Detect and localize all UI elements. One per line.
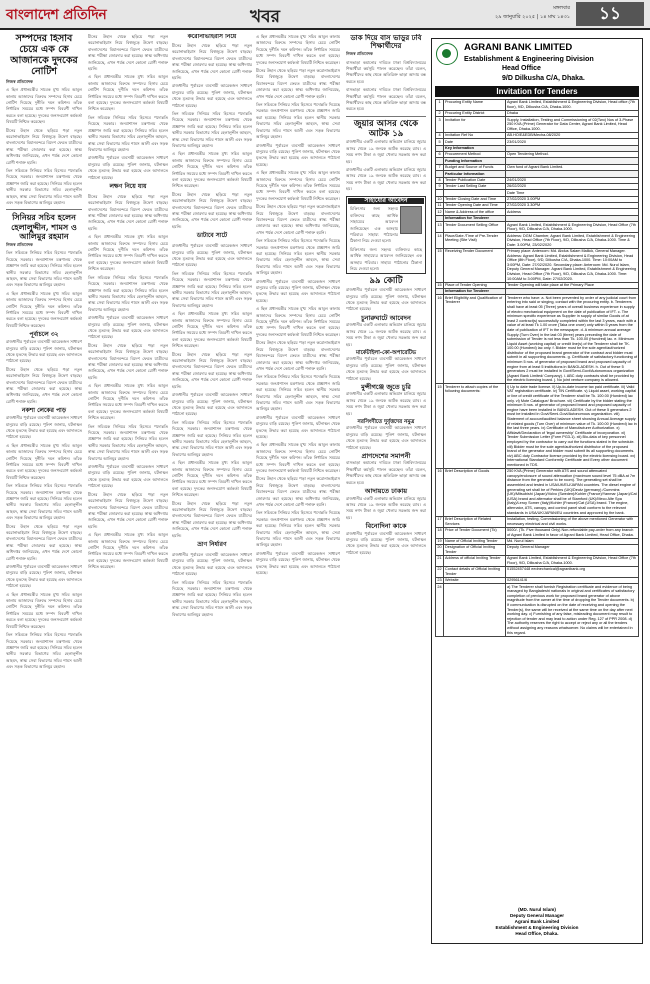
row-number: 6 — [436, 152, 444, 158]
table-row — [436, 516, 639, 527]
row-number: 12 — [437, 209, 442, 214]
article-body: এ ছিল প্রধানমন্ত্রীর সাবেক মুখ্য সচিব আবুল কালাম আজাদের বিরুদ্ধে সম্পদের হিসাব চেয়ে নোটিশ দিয়েছে দুর্নীতি দমন কমিশন। তাঁকে নির্ধারিত সময়ের মধ্যে সম্পদ বিবরণী দাখিল করতে বলা হয়েছে। দুদকের জনসংযোগ কর্মকর্তা বিষয়টি নিশ্চিত করেছেন। — [256, 442, 340, 473]
row-value: 26/02/2020 — [506, 183, 639, 189]
row-label: Information for Tenderer — [444, 289, 506, 295]
row-value: Md. Nurul Islam — [506, 538, 639, 544]
article-body: তিন সচিবকে সিনিয়র সচিব হিসেবে পদোন্নতি দিয়েছে সরকার। জনপ্রশাসন মন্ত্রণালয় থেকে প্রজ্ঞাপন জারি করা হয়েছে। সিনিয়র সচিব হলেন স্থানীয় সরকার বিভাগের সচিব হেলালুদ্দীন আহমদ, স্বাস্থ্য সেবা বিভাগের সচিব শামস আলী এবং সড়ক বিভাগের আলিমুর রহমান। — [6, 250, 82, 288]
article-body: রাজধানীর পূর্বাচলে ব্যবসায়ী আরেকজন সাধারণ মানুষের বাড়ি রয়েছে। পুলিশ জানায়, ঘটনাস্থল থেকে মৃতদেহ উদ্ধার করা হয়েছে এবং আদালতে পাঠানো হয়েছে। — [172, 551, 252, 577]
row-number: 1 — [436, 100, 444, 111]
row-number: 24 — [436, 584, 444, 636]
article-body: রাজধানীর পূর্বাচলে ব্যবসায়ী আরেকজন সাধারণ মানুষের বাড়ি রয়েছে। পুলিশ জানায়, ঘটনাস্থল থেকে মৃতদেহ উদ্ধার করা হয়েছে এবং আদালতে পাঠানো হয়েছে। — [172, 392, 252, 417]
row-value: Tender Opening will take place at the Primary Place — [506, 282, 639, 288]
masthead — [0, 0, 650, 30]
weekday: মঙ্গলবার — [553, 5, 570, 11]
article-body: এ ছিল প্রধানমন্ত্রীর সাবেক মুখ্য সচিব আবুল কালাম আজাদের বিরুদ্ধে সম্পদের হিসাব চেয়ে নোটিশ দিয়েছে দুর্নীতি দমন কমিশন। তাঁকে নির্ধারিত সময়ের মধ্যে সম্পদ বিবরণী দাখিল করতে বলা হয়েছে। দুদকের জনসংযোগ কর্মকর্তা বিষয়টি নিশ্চিত করেছেন। — [6, 591, 82, 629]
row-label: Procuring Entity District — [444, 110, 506, 116]
article-body: এ ছিল প্রধানমন্ত্রীর সাবেক মুখ্য সচিব আবুল কালাম আজাদের বিরুদ্ধে সম্পদের হিসাব চেয়ে নোটিশ দিয়েছে দুর্নীতি দমন কমিশন। তাঁকে নির্ধারিত সময়ের মধ্যে সম্পদ বিবরণী দাখিল করতে বলা হয়েছে। দুদকের জনসংযোগ কর্মকর্তা বিষয়টি নিশ্চিত করেছেন। — [6, 87, 82, 125]
row-label: Key Information — [444, 145, 506, 151]
article-headline: লক্ষণ নিয়ে যায় — [109, 182, 147, 190]
article-body: চীনের উহান থেকে ছড়িয়ে পড়া নতুন করোনাভাইরাস নিয়ে বিশ্বজুড়ে উদ্বেগ বাড়ছে। বাংলাদেশের বিমানবন্দরে বিদেশ ফেরত যাত্রীদের স্বাস্থ্য পরীক্ষা জোরদার করা হয়েছে। স্বাস্থ্য অধিদপ্তর জানিয়েছে, এখন পর্যন্ত দেশে কোনো রোগী শনাক্ত হয়নি। — [172, 42, 252, 80]
article-body: তিন সচিবকে সিনিয়র সচিব হিসেবে পদোন্নতি দিয়েছে সরকার। জনপ্রশাসন মন্ত্রণালয় থেকে প্রজ্ঞাপন জারি করা হয়েছে। সিনিয়র সচিব হলেন স্থানীয় সরকার বিভাগের সচিব হেলালুদ্দীন আহমদ, স্বাস্থ্য সেবা বিভাগের সচিব শামস আলী এবং সড়ক বিভাগের আলিমুর রহমান। — [88, 423, 168, 461]
row-value: 01552457448 eednechanical@agranibank.org — [506, 566, 639, 577]
bank-logo-icon — [436, 43, 458, 65]
article-headline: আদায়তে ঢাকায় — [364, 487, 408, 496]
article-body: চীনের উহান থেকে ছড়িয়ে পড়া নতুন করোনাভাইরাস নিয়ে বিশ্বজুড়ে উদ্বেগ বাড়ছে। বাংলাদেশের বিমানবন্দরে বিদেশ ফেরত যাত্রীদের স্বাস্থ্য পরীক্ষা জোরদার করা হয়েছে। স্বাস্থ্য অধিদপ্তর জানিয়েছে, এখন পর্যন্ত দেশে কোনো রোগী শনাক্ত হয়নি। — [88, 342, 168, 380]
table-row — [436, 468, 639, 516]
article-body: চীনের উহান থেকে ছড়িয়ে পড়া নতুন করোনাভাইরাস নিয়ে বিশ্বজুড়ে উদ্বেগ বাড়ছে। বাংলাদেশের বিমানবন্দরে বিদেশ ফেরত যাত্রীদের স্বাস্থ্য পরীক্ষা জোরদার করা হয়েছে। স্বাস্থ্য অধিদপ্তর জানিয়েছে, এখন পর্যন্ত দেশে কোনো রোগী শনাক্ত হয়নি। — [6, 366, 82, 404]
invitation-banner: Invitation for Tenders — [435, 86, 639, 97]
article-headline: প্রাণদেশের সমাপনী — [361, 451, 411, 460]
row-label: Place of Tender Opening — [444, 282, 506, 288]
row-value: Installation, testing, Commissioning of the above mentioned Generator with necessary electrical and civil works. — [506, 516, 639, 527]
row-label: Procurement Method — [444, 152, 506, 158]
row-label: Procuring Entity Name — [444, 100, 506, 111]
row-label: Tender Publication Date — [444, 177, 506, 183]
article-body: চীনের উহান থেকে ছড়িয়ে পড়া নতুন করোনাভাইরাস নিয়ে বিশ্বজুড়ে উদ্বেগ বাড়ছে। বাংলাদেশের বিমানবন্দরে বিদেশ ফেরত যাত্রীদের স্বাস্থ্য পরীক্ষা জোরদার করা হয়েছে। স্বাস্থ্য অধিদপ্তর জানিয়েছে, এখন পর্যন্ত দেশে কোনো রোগী শনাক্ত হয়নি। — [88, 34, 168, 72]
article-body: এ ছিল প্রধানমন্ত্রীর সাবেক মুখ্য সচিব আবুল কালাম আজাদের বিরুদ্ধে সম্পদের হিসাব চেয়ে নোটিশ দিয়েছে দুর্নীতি দমন কমিশন। তাঁকে নির্ধারিত সময়ের মধ্যে সম্পদ বিবরণী দাখিল করতে বলা হয়েছে। দুদকের জনসংযোগ কর্মকর্তা বিষয়টি নিশ্চিত করেছেন। — [88, 234, 168, 272]
department-name: Establishment & Engineering Division — [464, 54, 594, 63]
article-body: তিন সচিবকে সিনিয়র সচিব হিসেবে পদোন্নতি দিয়েছে সরকার। জনপ্রশাসন মন্ত্রণালয় থেকে প্রজ্ঞাপন জারি করা হয়েছে। সিনিয়র সচিব হলেন স্থানীয় সরকার বিভাগের সচিব হেলালুদ্দীন আহমদ, স্বাস্থ্য সেবা বিভাগের সচিব শামস আলী এবং সড়ক বিভাগের আলিমুর রহমান। — [172, 579, 252, 617]
office-address: 9/D Dilkusha C/A, Dhaka. — [502, 75, 585, 82]
row-label: Name & Address of the office — [444, 209, 506, 215]
article-body: রাজধানীর পূর্বাচলে ব্যবসায়ী আরেকজন সাধারণ মানুষের বাড়ি রয়েছে। পুলিশ জানায়, ঘটনাস্থল থেকে মৃতদেহ উদ্ধার করা হয়েছে এবং আদালতে পাঠানো হয়েছে। — [88, 155, 168, 180]
article-body: রাজধানীর পূর্বাচলে ব্যবসায়ী আরেকজন সাধারণ মানুষের বাড়ি রয়েছে। পুলিশ জানায়, ঘটনাস্থল থেকে মৃতদেহ উদ্ধার করা হয়েছে এবং আদালতে পাঠানো হয়েছে। — [256, 550, 340, 576]
row-value: 23/01/2020 — [506, 139, 639, 145]
article-body: রাজধানীর পূর্বাচলে ব্যবসায়ী আরেকজন সাধারণ মানুষের বাড়ি রয়েছে। পুলিশ জানায়, ঘটনাস্থল থেকে মৃতদেহ উদ্ধার করা হয়েছে এবং আদালতে পাঠানো হয়েছে। — [88, 464, 168, 489]
office-name: Head Office — [502, 65, 541, 72]
column-1 — [6, 34, 82, 974]
article-body: তিন সচিবকে সিনিয়র সচিব হিসেবে পদোন্নতি দিয়েছে সরকার। জনপ্রশাসন মন্ত্রণালয় থেকে প্রজ্ঞাপন জারি করা হয়েছে। সিনিয়র সচিব হলেন স্থানীয় সরকার বিভাগের সচিব হেলালুদ্দীন আহমদ, স্বাস্থ্য সেবা বিভাগের সচিব শামস আলী এবং সড়ক বিভাগের আলিমুর রহমান। — [256, 510, 340, 548]
row-label: Price of Tender Document (Tk) — [444, 527, 506, 538]
table-row — [436, 527, 639, 538]
row-value: Primary place: Anteroom: Md. Abdus Salam Mallick, General Manager. Address: Agrani Bank Limited, Establishment & Engineering Division, Head Office (8th Floor), 9/D, Dilkusha C/A, Dhaka-1000. Time: 10:00AM to 3:00PM, Date: 27/02/2020. Secondary place: Anteroom: Md. Nurul Islam, Deputy General Manager. Agrani Bank Limited, Establishment & Engineering Division, Head Office (7th Floor), 9/D, Dilkusha C/A, Dhaka-1000. Time: 10:00AM to 3:00PM, Date: 27/02/2020. — [506, 248, 639, 282]
row-value: Agrani Bank Limited, Establishment & Engineering Division, Head Office (7th Floor), 9/D, Dilkusha C/A, Dhaka-1000. — [506, 222, 639, 233]
row-value: Supply, Installation, Testing and Commissioning of 02(Two) Nos of 3-Phase 250 KVA (Prime) Generator for Data Center, Agrani Bank Limited, Head Office, Dhaka-1000. — [506, 117, 639, 133]
article-body: তিন সচিবকে সিনিয়র সচিব হিসেবে পদোন্নতি দিয়েছে সরকার। জনপ্রশাসন মন্ত্রণালয় থেকে প্রজ্ঞাপন জারি করা হয়েছে। সিনিয়র সচিব হলেন স্থানীয় সরকার বিভাগের সচিব হেলালুদ্দীন আহমদ, স্বাস্থ্য সেবা বিভাগের সচিব শামস আলী এবং সড়ক বিভাগের আলিমুর রহমান। — [6, 483, 82, 521]
row-label: Contact details of Official Inviting Tender — [444, 566, 506, 577]
row-number: 21 — [436, 555, 444, 566]
article-body: তিন সচিবকে সিনিয়র সচিব হিসেবে পদোন্নতি দিয়েছে সরকার। জনপ্রশাসন মন্ত্রণালয় থেকে প্রজ্ঞাপন জারি করা হয়েছে। সিনিয়র সচিব হলেন স্থানীয় সরকার বিভাগের সচিব হেলালুদ্দীন আহমদ, স্বাস্থ্য সেবা বিভাগের সচিব শামস আলী এবং সড়ক বিভাগের আলিমুর রহমান। — [6, 632, 82, 670]
table-row — [436, 584, 639, 636]
page-number: ১১ — [576, 2, 644, 26]
article-body: এ ছিল প্রধানমন্ত্রীর সাবেক মুখ্য সচিব আবুল কালাম আজাদের বিরুদ্ধে সম্পদের হিসাব চেয়ে নোটিশ দিয়েছে দুর্নীতি দমন কমিশন। তাঁকে নির্ধারিত সময়ের মধ্যে সম্পদ বিবরণী দাখিল করতে বলা হয়েছে। দুদকের জনসংযোগ কর্মকর্তা বিষয়টি নিশ্চিত করেছেন। — [6, 442, 82, 480]
signatory-name: (MD. Nurul Islam) — [518, 907, 556, 912]
article-body: চীনের উহান থেকে ছড়িয়ে পড়া নতুন করোনাভাইরাস নিয়ে বিশ্বজুড়ে উদ্বেগ বাড়ছে। বাংলাদেশের বিমানবন্দরে বিদেশ ফেরত যাত্রীদের স্বাস্থ্য পরীক্ষা জোরদার করা হয়েছে। স্বাস্থ্য অধিদপ্তর জানিয়েছে, এখন পর্যন্ত দেশে কোনো রোগী শনাক্ত হয়নি। — [256, 204, 340, 235]
article-body: রাজধানীর পূর্বাচলে ব্যবসায়ী আরেকজন সাধারণ মানুষের বাড়ি রয়েছে। পুলিশ জানায়, ঘটনাস্থল থেকে মৃতদেহ উদ্ধার করা হয়েছে এবং আদালতে পাঠানো হয়েছে। — [256, 278, 340, 303]
article-body: তিন সচিবকে সিনিয়র সচিব হিসেবে পদোন্নতি দিয়েছে সরকার। জনপ্রশাসন মন্ত্রণালয় থেকে প্রজ্ঞাপন জারি করা হয়েছে। সিনিয়র সচিব হলেন স্থানীয় সরকার বিভাগের সচিব হেলালুদ্দীন আহমদ, স্বাস্থ্য সেবা বিভাগের সচিব শামস আলী এবং সড়ক বিভাগের আলিমুর রহমান। — [172, 110, 252, 148]
article-body: তিন সচিবকে সিনিয়র সচিব হিসেবে পদোন্নতি দিয়েছে সরকার। জনপ্রশাসন মন্ত্রণালয় থেকে প্রজ্ঞাপন জারি করা হয়েছে। সিনিয়র সচিব হলেন স্থানীয় সরকার বিভাগের সচিব হেলালুদ্দীন আহমদ, স্বাস্থ্য সেবা বিভাগের সচিব শামস আলী এবং সড়ক বিভাগের আলিমুর রহমান। — [256, 238, 340, 276]
article-headline: সম্পদের হিসাব চেয়ে এক কে আজানকে দুদকের নোটিশ — [10, 34, 78, 77]
article-body: রাজধানীর পূর্বাচলে ব্যবসায়ী আরেকজন সাধারণ মানুষের বাড়ি রয়েছে। পুলিশ জানায়, ঘটনাস্থল থেকে মৃতদেহ উদ্ধার করা হয়েছে এবং আদালতে পাঠানো হয়েছে। — [6, 339, 82, 364]
article-body: রাজধানীর পূর্বাচলে ব্যবসায়ী আরেকজন সাধারণ মানুষের বাড়ি রয়েছে। পুলিশ জানায়, ঘটনাস্থল থেকে মৃতদেহ উদ্ধার করা হয়েছে এবং আদালতে পাঠানো হয়েছে। — [256, 142, 340, 167]
row-label: Website — [444, 577, 506, 583]
row-value: Dhaka — [506, 110, 639, 116]
row-number: 5 — [436, 139, 444, 145]
bank-name: AGRANI BANK LIMITED — [464, 42, 573, 53]
row-number: 3 — [436, 117, 444, 133]
article-headline: চুনারুঘাটে আবেদন — [361, 313, 411, 322]
article-byline: নিজস্ব প্রতিবেদক — [346, 51, 373, 57]
row-label: Name of Official Inviting Tender — [444, 538, 506, 544]
article-body: এ ছিল প্রধানমন্ত্রীর সাবেক মুখ্য সচিব আবুল কালাম আজাদের বিরুদ্ধে সম্পদের হিসাব চেয়ে নোটিশ দিয়েছে দুর্নীতি দমন কমিশন। তাঁকে নির্ধারিত সময়ের মধ্যে সম্পদ বিবরণী দাখিল করতে বলা হয়েছে। দুদকের জনসংযোগ কর্মকর্তা বিষয়টি নিশ্চিত করেছেন। — [256, 170, 340, 201]
article-byline: নিজস্ব প্রতিবেদক — [6, 78, 33, 84]
row-label: Place/Date /Time of Pre-Tender Meeting (Site Visit) — [444, 233, 506, 249]
newspaper-logo: বাংলাদেশ প্রতিদিন — [6, 7, 107, 23]
article-body: তিন সচিবকে সিনিয়র সচিব হিসেবে পদোন্নতি দিয়েছে সরকার। জনপ্রশাসন মন্ত্রণালয় থেকে প্রজ্ঞাপন জারি করা হয়েছে। সিনিয়র সচিব হলেন স্থানীয় সরকার বিভাগের সচিব হেলালুদ্দীন আহমদ, স্বাস্থ্য সেবা বিভাগের সচিব শামস আলী এবং সড়ক বিভাগের আলিমুর রহমান। — [172, 270, 252, 308]
article-body: চীনের উহান থেকে ছড়িয়ে পড়া নতুন করোনাভাইরাস নিয়ে বিশ্বজুড়ে উদ্বেগ বাড়ছে। বাংলাদেশের বিমানবন্দরে বিদেশ ফেরত যাত্রীদের স্বাস্থ্য পরীক্ষা জোরদার করা হয়েছে। স্বাস্থ্য অধিদপ্তর জানিয়েছে, এখন পর্যন্ত দেশে কোনো রোগী শনাক্ত হয়নি। — [88, 193, 168, 231]
table-row — [436, 117, 639, 133]
divider — [346, 116, 426, 117]
article-headline: ভ্রাণ নির্ধারণ — [197, 541, 227, 549]
article-byline: নিজস্ব প্রতিবেদক — [6, 241, 33, 247]
person-photo — [400, 206, 422, 234]
row-number: 15 — [437, 283, 442, 288]
row-label: Budget and Source of Funds — [444, 164, 506, 170]
row-number: 22 — [436, 566, 444, 577]
article-body: রাজধানীর পূর্বাচলে ব্যবসায়ী আরেকজন সাধারণ মানুষের বাড়ি রয়েছে। পুলিশ জানায়, ঘটনাস্থল থেকে মৃতদেহ উদ্ধার করা হয়েছে এবং আদালতে পাঠানো হয়েছে। — [256, 414, 340, 439]
row-value: Tenderer who have: a. Not been prevented by order of any judicial court from entering into said or singing, contact with the procuring entity. b. Tenderers shall have at least 05 (Three) years of overall business experience in supply of electro mechanical equipment on the date of publication of IFT. c. The minimum specific experience as Supplier in supply of similar Goods of at least 2 contract(s) successfully completed within the last 3 years, each with a value of at least Tk 1.00 crore (Taka one crore) only within 5 years from the date of publication of IFT in the newspaper. d. A minimum annual average Supply (Turn Over) in the last 03 (three) years preceding the date of submission of Tender is not less than Tk. 100.00 (Hundred) lac. e. Minimum Liquid Asset (working capital) or credit line(s) of the Tenderer shall be TK. 100.00 (Hundred) lac only. f. Bidder must be the sole agent/authorized distributor of the proposed brand generator of the contract and bidder must submit in all supporting documents. g. Certificate of satisfactory functioning of minimum 5 nos. of generator of proposed brand and proposed capacity of engine from at least 5 institutions in BANGLADESH. h. Out of these 5 generators 2 must be installed in Govt/Semi-Govt/Autonomous organization (Agrani Bank Limited/ Company). i. ABC duty contracts shall be provided by the electric licensing board. j. No joint venture company is allowed. — [507, 295, 638, 383]
article-body: রাজধানীর একটি এলাকায় অভিযান চালিয়ে জুয়ার আসর থেকে ১৯ জনকে আটক করেছে র‍্যাব। এ সময় নগদ টাকা ও জুয়া খেলার সরঞ্জাম জব্দ করা হয়। — [346, 139, 426, 164]
row-number: 2 — [436, 110, 444, 116]
row-label — [444, 584, 506, 636]
section-title: খবর — [250, 7, 280, 27]
row-label: Tender Last Selling Date — [444, 183, 506, 189]
article-body: চীনের উহান থেকে ছড়িয়ে পড়া নতুন করোনাভাইরাস নিয়ে বিশ্বজুড়ে উদ্বেগ বাড়ছে। বাংলাদেশের বিমানবন্দরে বিদেশ ফেরত যাত্রীদের স্বাস্থ্য পরীক্ষা জোরদার করা হয়েছে। স্বাস্থ্য অধিদপ্তর জানিয়েছে, এখন পর্যন্ত দেশে কোনো রোগী শনাক্ত হয়নি। — [172, 191, 252, 229]
signatory-address: Head Office, Dhaka. — [515, 931, 559, 936]
row-value: Agrani Bank Limited, Establishment & Engineering Division, Head office (7th floor), 9/D, Dilkusha C/A, Dhaka-1000. — [506, 100, 639, 111]
article-body: বাসভাড়া কমানোর দাবিতে ঢাকা বিশ্ববিদ্যালয়ের শিক্ষার্থীরা কর্মসূচি পালন করেছেন। তাঁরা বলেন, শিক্ষার্থীদের কাছ থেকে অতিরিক্ত ভাড়া আদায় বন্ধ করতে হবে। — [346, 87, 426, 112]
table-row — [436, 566, 639, 577]
dateline — [495, 4, 570, 22]
article-body: চীনের উহান থেকে ছড়িয়ে পড়া নতুন করোনাভাইরাস নিয়ে বিশ্বজুড়ে উদ্বেগ বাড়ছে। বাংলাদেশের বিমানবন্দরে বিদেশ ফেরত যাত্রীদের স্বাস্থ্য পরীক্ষা জোরদার করা হয়েছে। স্বাস্থ্য অধিদপ্তর জানিয়েছে, এখন পর্যন্ত দেশে কোনো রোগী শনাক্ত হয়নি। — [88, 491, 168, 529]
article-headline: মুন্সীগঞ্জে জুতে চুরি — [361, 382, 411, 391]
article-headline: মার্কেটাইলা-কো-অপারেটিভ — [355, 349, 417, 356]
row-label: Invitation Ref No — [444, 132, 506, 138]
row-label: Brief Eligibility and Qualification of Tenderer — [444, 295, 506, 384]
signatory-org: Agrani Bank Limited — [514, 919, 560, 924]
article-body: এ ছিল প্রধানমন্ত্রীর সাবেক মুখ্য সচিব আবুল কালাম আজাদের বিরুদ্ধে সম্পদের হিসাব চেয়ে নোটিশ দিয়েছে দুর্নীতি দমন কমিশন। তাঁকে নির্ধারিত সময়ের মধ্যে সম্পদ বিবরণী দাখিল করতে বলা হয়েছে। দুদকের জনসংযোগ কর্মকর্তা বিষয়টি নিশ্চিত করেছেন। — [88, 74, 168, 112]
article-body: রাজধানীর পূর্বাচলে ব্যবসায়ী আরেকজন সাধারণ মানুষের বাড়ি রয়েছে। পুলিশ জানায়, ঘটনাস্থল থেকে মৃতদেহ উদ্ধার করা হয়েছে এবং আদালতে পাঠানো হয়েছে। — [88, 315, 168, 340]
article-headline: ডাটাবে সাটে — [196, 232, 228, 240]
tender-notice — [431, 38, 643, 944]
row-value: 27/02/2020 3.30PM — [506, 203, 639, 209]
table-row — [436, 555, 639, 566]
appeal-text: চিকিৎসার জন্য সহৃদয় ব্যক্তিদের কাছে আর্থিক সাহায্যের আবেদন জানিয়েছেন এক অসহায় পরিবার। সাহায্য পাঠানোর ঠিকানা নিচে দেওয়া হলো। — [350, 206, 398, 244]
column-5 — [346, 34, 426, 974]
row-number: 16 — [436, 468, 444, 516]
row-number: 11 — [436, 203, 444, 209]
row-value: AB.HO/E&EDB/Mecha-08/2020 — [506, 132, 639, 138]
row-value: Deputy General Manager — [506, 544, 639, 555]
row-value: Own fund of Agrani Bank Limited. — [506, 164, 639, 170]
article-body: তিন সচিবকে সিনিয়র সচিব হিসেবে পদোন্নতি দিয়েছে সরকার। জনপ্রশাসন মন্ত্রণালয় থেকে প্রজ্ঞাপন জারি করা হয়েছে। সিনিয়র সচিব হলেন স্থানীয় সরকার বিভাগের সচিব হেলালুদ্দীন আহমদ, স্বাস্থ্য সেবা বিভাগের সচিব শামস আলী এবং সড়ক বিভাগের আলিমুর রহমান। — [256, 102, 340, 140]
row-value: Address: DGM Chamber, Agrani Bank Limited, Establishment & Engineering Division, Head Office (7th Floor), 9/D, Dilkusha C/A, Dhaka-1000. Time & Date: 3.00PM, 23/02/2020 — [506, 233, 639, 249]
article-body: চীনের উহান থেকে ছড়িয়ে পড়া নতুন করোনাভাইরাস নিয়ে বিশ্বজুড়ে উদ্বেগ বাড়ছে। বাংলাদেশের বিমানবন্দরে বিদেশ ফেরত যাত্রীদের স্বাস্থ্য পরীক্ষা জোরদার করা হয়েছে। স্বাস্থ্য অধিদপ্তর জানিয়েছে, এখন পর্যন্ত দেশে কোনো রোগী শনাক্ত হয়নি। — [256, 340, 340, 371]
article-body: রাজধানীর পূর্বাচলে ব্যবসায়ী আরেকজন সাধারণ মানুষের বাড়ি রয়েছে। পুলিশ জানায়, ঘটনাস্থল থেকে মৃতদেহ উদ্ধার করা হয়েছে এবং আদালতে পাঠানো হয়েছে। — [346, 356, 426, 381]
row-number: 16 — [436, 295, 444, 384]
article-headline: ডাক দিয়ে বাস ভাড়ুর ঢবি শিক্ষার্থীদের — [350, 34, 422, 51]
article-body: রাজধানীর পূর্বাচলে ব্যবসায়ী আরেকজন সাধারণ মানুষের বাড়ি রয়েছে। পুলিশ জানায়, ঘটনাস্থল থেকে মৃতদেহ উদ্ধার করা হয়েছে এবং আদালতে পাঠানো হয়েছে। — [172, 83, 252, 108]
article-body: তিন সচিবকে সিনিয়র সচিব হিসেবে পদোন্নতি দিয়েছে সরকার। জনপ্রশাসন মন্ত্রণালয় থেকে প্রজ্ঞাপন জারি করা হয়েছে। সিনিয়র সচিব হলেন স্থানীয় সরকার বিভাগের সচিব হেলালুদ্দীন আহমদ, স্বাস্থ্য সেবা বিভাগের সচিব শামস আলী এবং সড়ক বিভাগের আলিমুর রহমান। — [172, 419, 252, 457]
article-body: তিন সচিবকে সিনিয়র সচিব হিসেবে পদোন্নতি দিয়েছে সরকার। জনপ্রশাসন মন্ত্রণালয় থেকে প্রজ্ঞাপন জারি করা হয়েছে। সিনিয়র সচিব হলেন স্থানীয় সরকার বিভাগের সচিব হেলালুদ্দীন আহমদ, স্বাস্থ্য সেবা বিভাগের সচিব শামস আলী এবং সড়ক বিভাগের আলিমুর রহমান। — [88, 274, 168, 312]
article-headline: জুয়ার আসর থেকে আটক ১৯ — [353, 118, 419, 139]
row-label: Tender Closing Date and Time — [444, 196, 506, 202]
article-body: তিন সচিবকে সিনিয়র সচিব হিসেবে পদোন্নতি দিয়েছে সরকার। জনপ্রশাসন মন্ত্রণালয় থেকে প্রজ্ঞাপন জারি করা হয়েছে। সিনিয়র সচিব হলেন স্থানীয় সরকার বিভাগের সচিব হেলালুদ্দীন আহমদ, স্বাস্থ্য সেবা বিভাগের সচিব শামস আলী এবং সড়ক বিভাগের আলিমুর রহমান। — [256, 374, 340, 412]
table-row — [436, 222, 639, 233]
table-row — [436, 233, 639, 249]
row-label: Date — [444, 139, 506, 145]
row-value: 24/01/2020 — [506, 177, 639, 183]
row-number: 14 — [436, 233, 444, 249]
signatory-title: Deputy General Manager — [509, 913, 565, 918]
row-label: Particular Information — [444, 171, 506, 177]
article-body: চীনের উহান থেকে ছড়িয়ে পড়া নতুন করোনাভাইরাস নিয়ে বিশ্বজুড়ে উদ্বেগ বাড়ছে। বাংলাদেশের বিমানবন্দরে বিদেশ ফেরত যাত্রীদের স্বাস্থ্য পরীক্ষা জোরদার করা হয়েছে। স্বাস্থ্য অধিদপ্তর জানিয়েছে, এখন পর্যন্ত দেশে কোনো রোগী শনাক্ত হয়নি। — [172, 351, 252, 389]
article-body: রাজধানীর পূর্বাচলে ব্যবসায়ী আরেকজন সাধারণ মানুষের বাড়ি রয়েছে। পুলিশ জানায়, ঘটনাস্থল থেকে মৃতদেহ উদ্ধার করা হয়েছে এবং আদালতে পাঠানো হয়েছে। — [346, 425, 426, 450]
row-value: a) The Tenderer shall furnish Registration certificate and evidence of being managed by Bangladeshi nationals in original and certificates of satisfactory completion of previous work for proposed brand generator of above magnitude from the owner at the time of dropping the Tender documents. b) If communication is disrupted on the date of receiving and opening the Tender(s), the same will be received at the same time on the day after next working day. c) Furnishing of any false, misleading document may result to rejection of tender and may lead to action under Reg. 127 of PPR 2008. d) The authority reserves the right to accept or reject any or all the tenders without assigning any reasons whatsoever. No claims will be entertained in this regard. — [506, 584, 639, 636]
article-headline: পূর্বাচলে ৩২ — [29, 331, 59, 339]
article-body: এ ছিল প্রধানমন্ত্রীর সাবেক মুখ্য সচিব আবুল কালাম আজাদের বিরুদ্ধে সম্পদের হিসাব চেয়ে নোটিশ দিয়েছে দুর্নীতি দমন কমিশন। তাঁকে নির্ধারিত সময়ের মধ্যে সম্পদ বিবরণী দাখিল করতে বলা হয়েছে। দুদকের জনসংযোগ কর্মকর্তা বিষয়টি নিশ্চিত করেছেন। — [172, 151, 252, 189]
row-number: 19 — [437, 538, 442, 543]
row-number: 18 — [436, 527, 444, 538]
article-body: তিন সচিবকে সিনিয়র সচিব হিসেবে পদোন্নতি দিয়েছে সরকার। জনপ্রশাসন মন্ত্রণালয় থেকে প্রজ্ঞাপন জারি করা হয়েছে। সিনিয়র সচিব হলেন স্থানীয় সরকার বিভাগের সচিব হেলালুদ্দীন আহমদ, স্বাস্থ্য সেবা বিভাগের সচিব শামস আলী এবং সড়ক বিভাগের আলিমুর রহমান। — [6, 167, 82, 205]
appeal-title: সাহায্যের আবেদন — [348, 198, 424, 205]
article-body: রাজধানীর একটি এলাকায় অভিযান চালিয়ে জুয়ার আসর থেকে ১৯ জনকে আটক করেছে র‍্যাব। এ সময় নগদ টাকা ও জুয়া খেলার সরঞ্জাম জব্দ করা হয়। — [346, 391, 426, 416]
row-label: Brief Description of Goods — [444, 468, 506, 516]
row-number: 10 — [437, 197, 442, 202]
date: ২৯ জানুয়ারি ২০২৫ | ১৪ মাঘ ১৪৩১ — [495, 14, 570, 20]
article-body: রাজধানীর একটি এলাকায় অভিযান চালিয়ে জুয়ার আসর থেকে ১৯ জনকে আটক করেছে র‍্যাব। এ সময় নগদ টাকা ও জুয়া খেলার সরঞ্জাম জব্দ করা হয়। — [346, 166, 426, 192]
table-row — [436, 100, 639, 111]
article-headline: ৯৯ কোটি — [369, 276, 403, 287]
table-row — [436, 295, 639, 384]
row-value: i) Up to date trade license. ii) Up-to-date income tax paid certificate. iii) Valid VAT registration certificate. iv) TIN Certificate. v) Liquid asset, working capital or line of credit certificate of the Tenderer shall be Tk. 100.00 (Hundred) lac only. vi) Mote Catalogue/ Brochure. vii) Certificate by the bidder stating the minimum 5 nos. of generator of proposed brand and proposed capacity of engine have been installed in BANGLADESH. Out of these 5 generators 2 must be installed in Govt/Semi-Govt/Autonomous organization. viii) Statement of account/audited balance sheet showing Annual Average supply of related goods (Turn Over) of minimum value of Tk. 100.00 (Hundred) lac in the last three years. ix) Certificate of Manufacturer Authorization. x) Affidavit/Declaration of 'legal ownership' Certificate of incorporation. xi) Tender Submission Letter (Form PG3-1). xii) Bio-data of key personnel employed by the contractor to carry out the functions stated in the schedule. xiii) Bidder must be the sole agent/authorized distributor of the proposed brand of the generator and bidder must submit its all supporting documents. xiv) ABC duty Contractor license provided by the electric licensing board. xv) International Standard Conformity Certificate and Every other document mentioned in TDS. — [507, 384, 637, 467]
article-body: এ ছিল প্রধানমন্ত্রীর সাবেক মুখ্য সচিব আবুল কালাম আজাদের বিরুদ্ধে সম্পদের হিসাব চেয়ে নোটিশ দিয়েছে দুর্নীতি দমন কমিশন। তাঁকে নির্ধারিত সময়ের মধ্যে সম্পদ বিবরণী দাখিল করতে বলা হয়েছে। দুদকের জনসংযোগ কর্মকর্তা বিষয়টি নিশ্চিত করেছেন। — [88, 532, 168, 570]
article-body: চীনের উহান থেকে ছড়িয়ে পড়া নতুন করোনাভাইরাস নিয়ে বিশ্বজুড়ে উদ্বেগ বাড়ছে। বাংলাদেশের বিমানবন্দরে বিদেশ ফেরত যাত্রীদের স্বাস্থ্য পরীক্ষা জোরদার করা হয়েছে। স্বাস্থ্য অধিদপ্তর জানিয়েছে, এখন পর্যন্ত দেশে কোনো রোগী শনাক্ত হয়নি। — [256, 68, 340, 99]
article-body: এ ছিল প্রধানমন্ত্রীর সাবেক মুখ্য সচিব আবুল কালাম আজাদের বিরুদ্ধে সম্পদের হিসাব চেয়ে নোটিশ দিয়েছে দুর্নীতি দমন কমিশন। তাঁকে নির্ধারিত সময়ের মধ্যে সম্পদ বিবরণী দাখিল করতে বলা হয়েছে। দুদকের জনসংযোগ কর্মকর্তা বিষয়টি নিশ্চিত করেছেন। — [88, 383, 168, 421]
row-value: 5000/- (Tk. Five thousand Only) Non-refundable pay-order from any branch of Agrani Bank Limited in favor of Agrani Bank Limited, Head Office, Dhaka. — [506, 527, 639, 538]
column-2 — [88, 34, 168, 974]
article-body: বাসভাড়া কমানোর দাবিতে ঢাকা বিশ্ববিদ্যালয়ের শিক্ষার্থীরা কর্মসূচি পালন করেছেন। তাঁরা বলেন, শিক্ষার্থীদের কাছ থেকে অতিরিক্ত ভাড়া আদায় বন্ধ করতে হবে। — [346, 59, 426, 84]
appeal-box — [346, 196, 426, 275]
article-body: বাসভাড়া কমানোর দাবিতে ঢাকা বিশ্ববিদ্যালয়ের শিক্ষার্থীরা কর্মসূচি পালন করেছেন। তাঁরা বলেন, শিক্ষার্থীদের কাছ থেকে অতিরিক্ত ভাড়া আদায় বন্ধ করতে হবে। — [346, 460, 426, 485]
column-3 — [172, 34, 252, 974]
row-value: Agrani Bank Limited, Establishment & Engineering Division, Head Office (7th Floor), 9/D, Dilkusha C/A, Dhaka-1000. — [506, 555, 639, 566]
row-label: Receiving Tender Document — [444, 248, 506, 282]
table-row — [436, 384, 639, 468]
row-value: Open Tendering Method. — [506, 152, 639, 158]
article-body: এ ছিল প্রধানমন্ত্রীর সাবেক মুখ্য সচিব আবুল কালাম আজাদের বিরুদ্ধে সম্পদের হিসাব চেয়ে নোটিশ দিয়েছে দুর্নীতি দমন কমিশন। তাঁকে নির্ধারিত সময়ের মধ্যে সম্পদ বিবরণী দাখিল করতে বলা হয়েছে। দুদকের জনসংযোগ কর্মকর্তা বিষয়টি নিশ্চিত করেছেন। — [256, 34, 340, 65]
column-4 — [256, 34, 340, 974]
article-headline: নরসিংদীতে দুর্বৃত্তদের নমুত্র — [357, 419, 415, 425]
signatory-division: Establishment & Engineering Division — [495, 925, 579, 930]
row-number: 15 — [436, 248, 444, 282]
row-label: Funding Information — [444, 158, 506, 164]
row-number: 9 — [436, 183, 444, 189]
article-body: রাজধানীর পূর্বাচলে ব্যবসায়ী আরেকজন সাধারণ মানুষের বাড়ি রয়েছে। পুলিশ জানায়, ঘটনাস্থল থেকে মৃতদেহ উদ্ধার করা হয়েছে এবং আদালতে পাঠানো হয়েছে। — [6, 564, 82, 589]
article-body: তিন সচিবকে সিনিয়র সচিব হিসেবে পদোন্নতি দিয়েছে সরকার। জনপ্রশাসন মন্ত্রণালয় থেকে প্রজ্ঞাপন জারি করা হয়েছে। সিনিয়র সচিব হলেন স্থানীয় সরকার বিভাগের সচিব হেলালুদ্দীন আহমদ, স্বাস্থ্য সেবা বিভাগের সচিব শামস আলী এবং সড়ক বিভাগের আলিমুর রহমান। — [88, 114, 168, 152]
row-label: Invitation for — [444, 117, 506, 133]
article-body: রাজধানীর পূর্বাচলে ব্যবসায়ী আরেকজন সাধারণ মানুষের বাড়ি রয়েছে। পুলিশ জানায়, ঘটনাস্থল থেকে মৃতদেহ উদ্ধার করা হয়েছে এবং আদালতে পাঠানো হয়েছে। — [6, 415, 82, 440]
signature-block — [432, 907, 642, 937]
row-number: 20 — [436, 544, 444, 555]
article-body: রাজধানীর একটি এলাকায় অভিযান চালিয়ে জুয়ার আসর থেকে ১৯ জনকে আটক করেছে র‍্যাব। এ সময় নগদ টাকা ও জুয়া খেলার সরঞ্জাম জব্দ করা হয়। — [346, 322, 426, 347]
row-value: 250 KVA (Prime) Generator with ATS and sound attenuated canopy/enclosure of sound attenuation (maximum sound level 75 dBA at 7m distance from the generator to be room). The generating set shall be assembled and tested in USA/UK/EU/JAPAN countries. The diesel engine of generating set shall be of Perkins (UK)/Deutz (germany) /Cummins (UK)/Mitsubishi (Japan)/Volvo (Sweden)/Kohler (France)/Yanmar (Japan)/Cat (USA) brand and alternator shall be of Stamford (UK)/Meco Alte Spa (Italy)/Leroy Somer (Italy)/Kohler (France)/Cat (USA) brand. The engine, alternator, ATS, canopy, and control panel shall conform to the relevant standards in USA/UK/JAPAN/EU countries and approved by the bank. — [507, 469, 637, 515]
row-label: Address of official Inviting Tender — [444, 555, 506, 566]
article-body: চীনের উহান থেকে ছড়িয়ে পড়া নতুন করোনাভাইরাস নিয়ে বিশ্বজুড়ে উদ্বেগ বাড়ছে। বাংলাদেশের বিমানবন্দরে বিদেশ ফেরত যাত্রীদের স্বাস্থ্য পরীক্ষা জোরদার করা হয়েছে। স্বাস্থ্য অধিদপ্তর জানিয়েছে, এখন পর্যন্ত দেশে কোনো রোগী শনাক্ত হয়নি। — [172, 500, 252, 538]
article-body: রাজধানীর পূর্বাচলে ব্যবসায়ী আরেকজন সাধারণ মানুষের বাড়ি রয়েছে। পুলিশ জানায়, ঘটনাস্থল থেকে মৃতদেহ উদ্ধার করা হয়েছে এবং আদালতে পাঠানো হয়েছে। — [346, 287, 426, 312]
divider — [6, 209, 82, 210]
article-body: এ ছিল প্রধানমন্ত্রীর সাবেক মুখ্য সচিব আবুল কালাম আজাদের বিরুদ্ধে সম্পদের হিসাব চেয়ে নোটিশ দিয়েছে দুর্নীতি দমন কমিশন। তাঁকে নির্ধারিত সময়ের মধ্যে সম্পদ বিবরণী দাখিল করতে বলা হয়েছে। দুদকের জনসংযোগ কর্মকর্তা বিষয়টি নিশ্চিত করেছেন। — [172, 311, 252, 349]
article-body: চীনের উহান থেকে ছড়িয়ে পড়া নতুন করোনাভাইরাস নিয়ে বিশ্বজুড়ে উদ্বেগ বাড়ছে। বাংলাদেশের বিমানবন্দরে বিদেশ ফেরত যাত্রীদের স্বাস্থ্য পরীক্ষা জোরদার করা হয়েছে। স্বাস্থ্য অধিদপ্তর জানিয়েছে, এখন পর্যন্ত দেশে কোনো রোগী শনাক্ত হয়নি। — [256, 476, 340, 508]
row-value: Address — [506, 209, 639, 215]
row-number: 23 — [437, 578, 442, 583]
row-number: 4 — [436, 132, 444, 138]
row-number: 7 — [436, 164, 444, 170]
row-value: 27/02/2020 3.00PM — [506, 196, 639, 202]
article-body: রাজধানীর পূর্বাচলে ব্যবসায়ী আরেকজন সাধারণ মানুষের বাড়ি রয়েছে। পুলিশ জানায়, ঘটনাস্থল থেকে মৃতদেহ উদ্ধার করা হয়েছে এবং আদালতে পাঠানো হয়েছে। — [172, 243, 252, 268]
article-body: রাজধানীর একটি এলাকায় অভিযান চালিয়ে জুয়ার আসর থেকে ১৯ জনকে আটক করেছে র‍্যাব। এ সময় নগদ টাকা ও জুয়া খেলার সরঞ্জাম জব্দ করা হয়। — [346, 495, 426, 520]
row-label: Tenderer to attach copies of the following documents: — [444, 384, 506, 468]
row-number: 17 — [436, 516, 444, 527]
row-number: 8 — [436, 177, 444, 183]
row-number: 15 — [436, 384, 444, 468]
row-label: Brief Description of Related Services — [444, 516, 506, 527]
row-label: Designation of Official Inviting Tender — [444, 544, 506, 555]
article-headline: করোনাভাইরাস নিয়ে — [187, 34, 237, 40]
article-body: এ ছিল প্রধানমন্ত্রীর সাবেক মুখ্য সচিব আবুল কালাম আজাদের বিরুদ্ধে সম্পদের হিসাব চেয়ে নোটিশ দিয়েছে দুর্নীতি দমন কমিশন। তাঁকে নির্ধারিত সময়ের মধ্যে সম্পদ বিবরণী দাখিল করতে বলা হয়েছে। দুদকের জনসংযোগ কর্মকর্তা বিষয়টি নিশ্চিত করেছেন। — [6, 290, 82, 328]
table-row — [436, 248, 639, 282]
row-label: Tender Document Selling Office — [444, 222, 506, 233]
article-body: এ ছিল প্রধানমন্ত্রীর সাবেক মুখ্য সচিব আবুল কালাম আজাদের বিরুদ্ধে সম্পদের হিসাব চেয়ে নোটিশ দিয়েছে দুর্নীতি দমন কমিশন। তাঁকে নির্ধারিত সময়ের মধ্যে সম্পদ বিবরণী দাখিল করতে বলা হয়েছে। দুদকের জনসংযোগ কর্মকর্তা বিষয়টি নিশ্চিত করেছেন। — [172, 460, 252, 498]
article-headline: সিনিয়র সচিব হলেন হেলালুদ্দীন, শামস ও আলিমুর রহমান — [11, 212, 77, 241]
row-number: 13 — [436, 222, 444, 233]
article-body: এ ছিল প্রধানমন্ত্রীর সাবেক মুখ্য সচিব আবুল কালাম আজাদের বিরুদ্ধে সম্পদের হিসাব চেয়ে নোটিশ দিয়েছে দুর্নীতি দমন কমিশন। তাঁকে নির্ধারিত সময়ের মধ্যে সম্পদ বিবরণী দাখিল করতে বলা হয়েছে। দুদকের জনসংযোগ কর্মকর্তা বিষয়টি নিশ্চিত করেছেন। — [256, 306, 340, 337]
row-value: Date Time — [506, 190, 639, 196]
tender-table — [435, 99, 639, 637]
row-label: Information for Tenderer — [444, 215, 506, 221]
table-row — [436, 544, 639, 555]
article-headline: বিনোদিনা কাকে — [365, 522, 407, 531]
appeal-text: চিকিৎসার জন্য সহৃদয় ব্যক্তিদের কাছে আর্থিক সাহায্যের আবেদন জানিয়েছেন এক অসহায় পরিবার। সাহায্য পাঠানোর ঠিকানা নিচে দেওয়া হলো। — [350, 246, 422, 272]
article-headline: নকশা লেকের পাড় — [21, 407, 67, 415]
row-label: Tender Opening Date and Time — [444, 203, 506, 209]
article-body: চীনের উহান থেকে ছড়িয়ে পড়া নতুন করোনাভাইরাস নিয়ে বিশ্বজুড়ে উদ্বেগ বাড়ছে। বাংলাদেশের বিমানবন্দরে বিদেশ ফেরত যাত্রীদের স্বাস্থ্য পরীক্ষা জোরদার করা হয়েছে। স্বাস্থ্য অধিদপ্তর জানিয়েছে, এখন পর্যন্ত দেশে কোনো রোগী শনাক্ত হয়নি। — [6, 127, 82, 165]
row-value: 02956141/6 — [506, 577, 639, 583]
article-body: চীনের উহান থেকে ছড়িয়ে পড়া নতুন করোনাভাইরাস নিয়ে বিশ্বজুড়ে উদ্বেগ বাড়ছে। বাংলাদেশের বিমানবন্দরে বিদেশ ফেরত যাত্রীদের স্বাস্থ্য পরীক্ষা জোরদার করা হয়েছে। স্বাস্থ্য অধিদপ্তর জানিয়েছে, এখন পর্যন্ত দেশে কোনো রোগী শনাক্ত হয়নি। — [6, 523, 82, 561]
article-body: রাজধানীর পূর্বাচলে ব্যবসায়ী আরেকজন সাধারণ মানুষের বাড়ি রয়েছে। পুলিশ জানায়, ঘটনাস্থল থেকে মৃতদেহ উদ্ধার করা হয়েছে এবং আদালতে পাঠানো হয়েছে। — [346, 530, 426, 555]
